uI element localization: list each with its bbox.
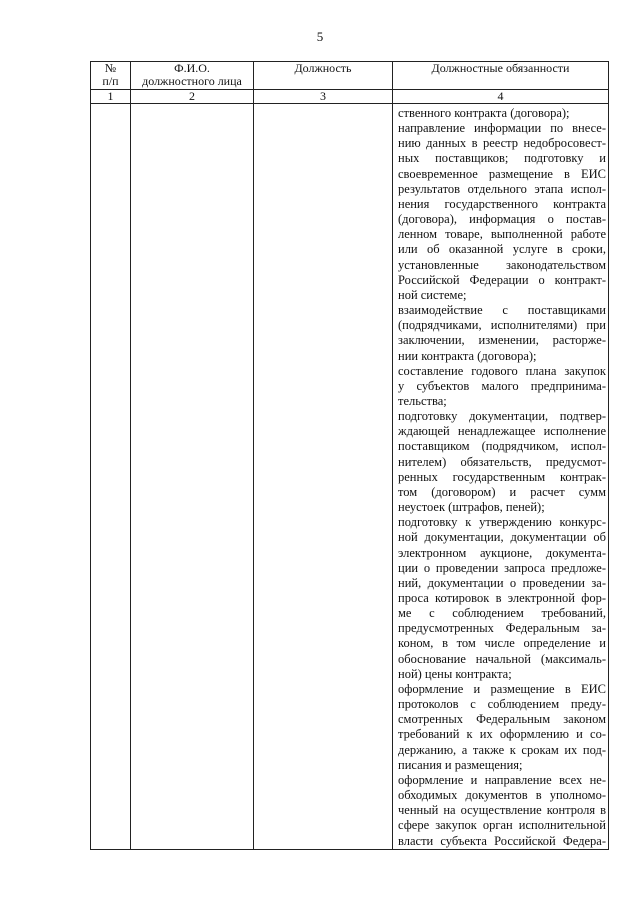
duties-line: поставщиком (подрядчиком, испол-: [398, 439, 606, 454]
header-position: Должность: [254, 62, 393, 90]
duties-line: ной системе;: [398, 287, 467, 302]
duties-line: ленном товаре, выполненной работе: [398, 227, 606, 242]
duties-line: (подрядчиками, исполнителями) при: [398, 318, 606, 333]
position-cell: [254, 104, 393, 850]
duties-line: ственного контракта (договора);: [398, 106, 570, 120]
duties-line: власти субъекта Российской Федера-: [398, 833, 606, 848]
header-full-name: Ф.И.О. должностного лица: [131, 62, 254, 90]
duties-line: ме с соблюдением требований,: [398, 606, 606, 621]
column-number: 3: [254, 90, 393, 104]
duties-line: коном, в том числе определение и: [398, 636, 606, 651]
header-duties: Должностные обязанности: [393, 62, 609, 90]
duties-line: направление информации по внесе-: [398, 121, 606, 136]
column-number: 4: [393, 90, 609, 104]
duties-line: требований к их оформлению и со-: [398, 727, 606, 742]
header-number: № п/п: [91, 62, 131, 90]
duties-line: оформление и направление всех не-: [398, 772, 606, 787]
duties-line: держанию, а также к срокам их под-: [398, 742, 606, 757]
duties-line: протоколов с соблюдением преду-: [398, 697, 606, 712]
duties-line: нию данных в реестр недобросовест-: [398, 136, 606, 151]
duties-line: обходимых документов в уполномо-: [398, 788, 606, 803]
duties-cell: [393, 104, 609, 850]
duties-line: ной) цены контракта;: [398, 666, 512, 681]
duties-line: ченный на осуществление контроля в: [398, 803, 606, 818]
duties-line: проса котировок в электронной фор-: [398, 591, 606, 605]
column-number: 1: [91, 90, 131, 104]
duties-line: у субъектов малого предпринима-: [398, 378, 606, 393]
duties-line: электронном аукционе, документа-: [398, 545, 606, 560]
duties-line: оформление и размещение в ЕИС: [398, 681, 606, 696]
duties-line: подготовку к утверждению конкурс-: [398, 515, 606, 530]
duties-line: ждающей ненадлежащее исполнение: [398, 424, 606, 439]
duties-line: нителем) обязательств, предусмот-: [398, 454, 606, 469]
duties-line: ренных государственным контрак-: [398, 469, 606, 484]
duties-line: установленные законодательством: [398, 257, 606, 272]
duties-line: результатов отдельного этапа испол-: [398, 181, 606, 196]
duties-line: заключении, изменении, расторже-: [398, 333, 606, 348]
duties-line: нии контракта (договора);: [398, 348, 537, 363]
duties-text: [393, 104, 608, 849]
duties-table: [90, 61, 609, 850]
duties-line: (договора), информация о постав-: [398, 212, 606, 227]
duties-line: составление годового плана закупок: [398, 363, 606, 378]
duties-line: том (договором) и расчет сумм: [398, 484, 606, 499]
header-row: [91, 62, 609, 90]
number-cell: [91, 104, 131, 850]
duties-line: ной документации, документации об: [398, 530, 606, 545]
table-row: [91, 104, 609, 850]
duties-line: ции о проведении запроса предложе-: [398, 560, 606, 575]
duties-line: нения государственного контракта: [398, 196, 606, 211]
duties-line: смотренных Федеральным законом: [398, 712, 606, 727]
duties-line: сфере закупок орган исполнительной: [398, 818, 606, 833]
full-name-cell: [131, 104, 254, 850]
duties-line: или об оказанной услуге в сроки,: [398, 242, 606, 257]
duties-line: своевременное размещение в ЕИС: [398, 166, 606, 181]
column-number: 2: [131, 90, 254, 104]
duties-line: обоснование начальной (максималь-: [398, 651, 606, 666]
duties-line: тельства;: [398, 393, 447, 408]
page-number: 5: [316, 29, 324, 44]
duties-line: подготовку документации, подтвер-: [398, 409, 606, 424]
duties-line: писания и размещения;: [398, 757, 523, 772]
duties-line: ных поставщиков; подготовку и: [398, 151, 606, 166]
column-number-row: [91, 90, 609, 104]
duties-line: ний, документации о проведении за-: [398, 575, 606, 590]
duties-line: Российской Федерации о контракт-: [398, 272, 606, 287]
duties-line: предусмотренных Федеральным за-: [398, 621, 606, 636]
duties-line: неустоек (штрафов, пеней);: [398, 500, 545, 515]
duties-line: взаимодействие с поставщиками: [398, 303, 606, 318]
